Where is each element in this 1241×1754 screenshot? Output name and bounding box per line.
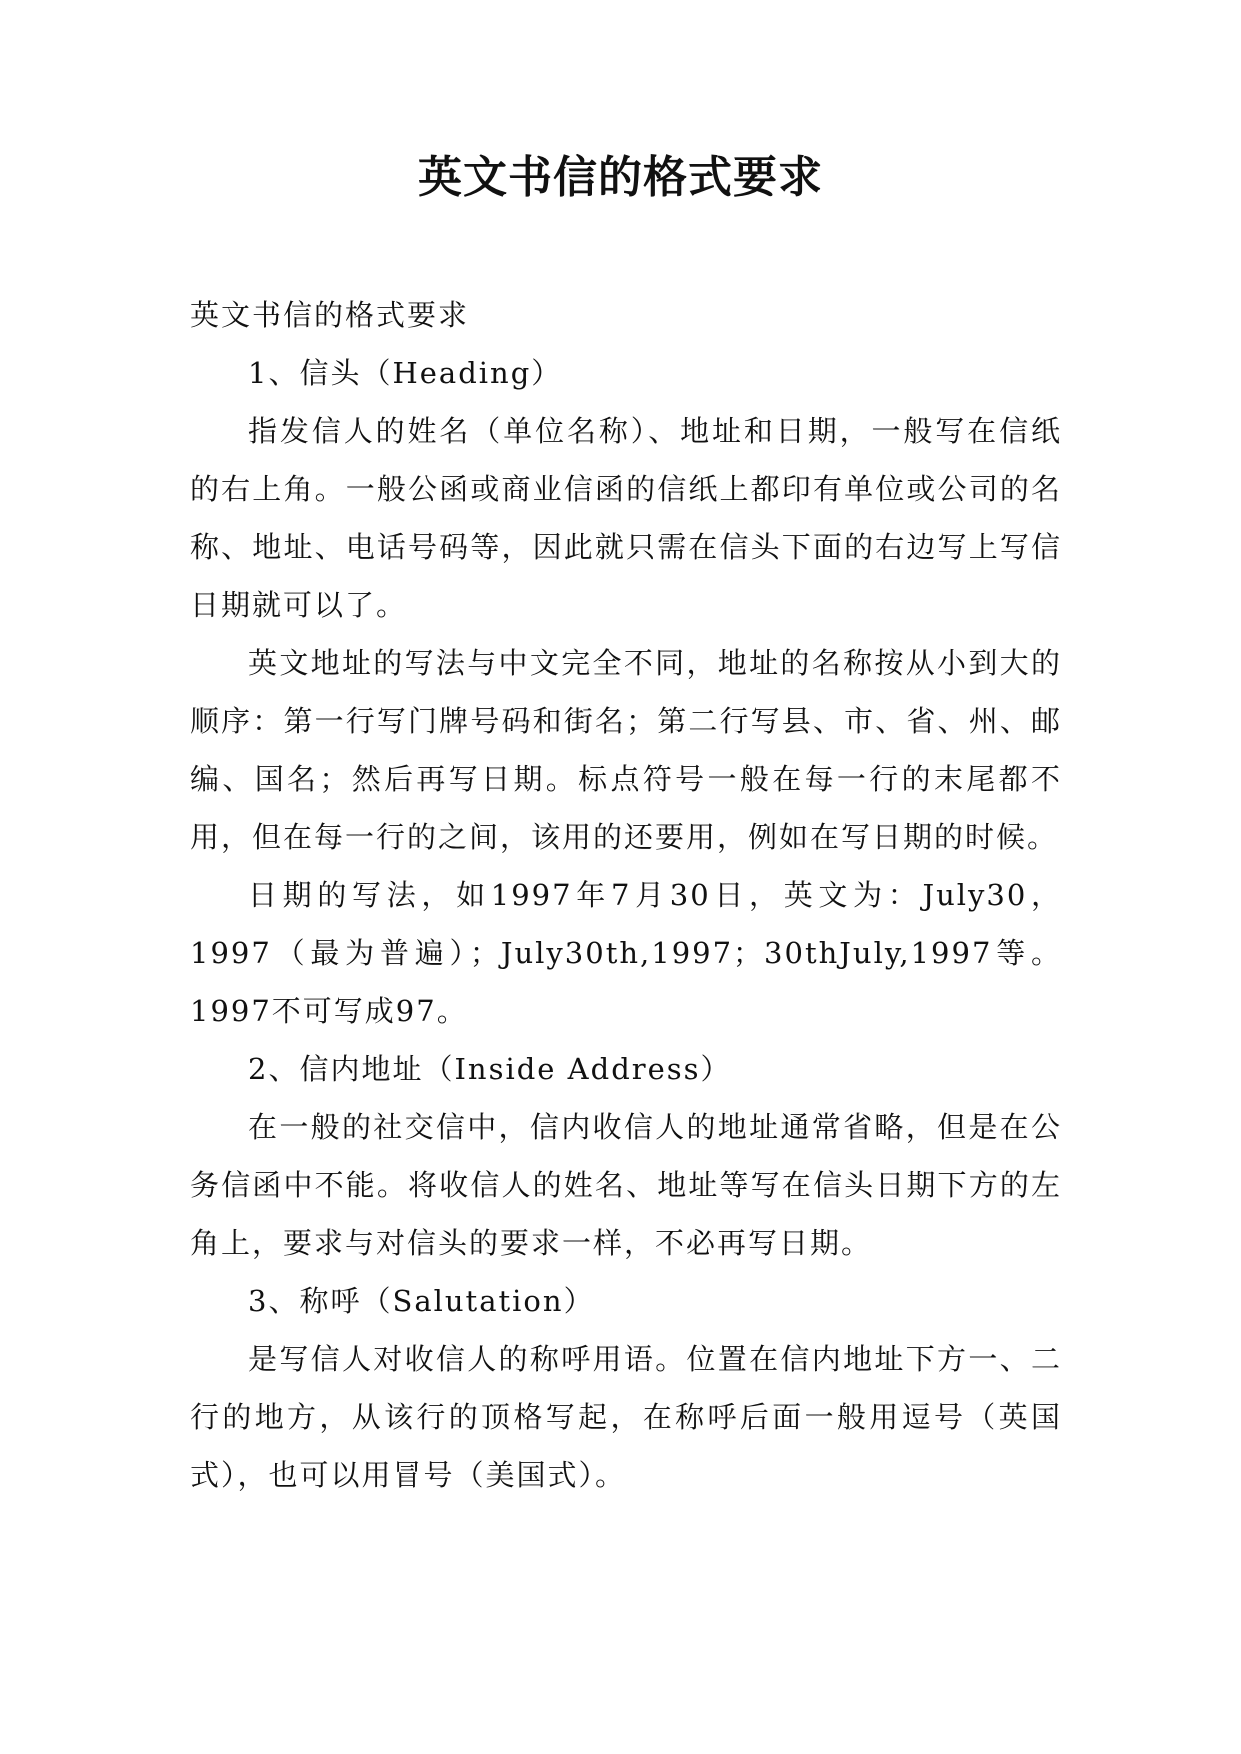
- body-paragraph: 英文地址的写法与中文完全不同，地址的名称按从小到大的顺序：第一行写门牌号码和街名；第二行写县、市、省、州、邮编、国名；然后再写日期。标点符号一般在每一行的末尾都不用，但在每一行的之间，该用的还要用，例如在写日期的时候。: [190, 646, 1062, 854]
- body-paragraph: 日期的写法，如1997年7月30日，英文为：July30，1997（最为普遍）；July30th,1997；30thJuly,1997等。1997不可写成97。: [190, 878, 1062, 1028]
- body-paragraph: 指发信人的姓名（单位名称）、地址和日期，一般写在信纸的右上角。一般公函或商业信函的信纸上都印有单位或公司的名称、地址、电话号码等，因此就只需在信头下面的右边写上写信日期就可以了。: [190, 414, 1062, 622]
- document-title: 英文书信的格式要求: [418, 152, 823, 203]
- body-paragraph: 在一般的社交信中，信内收信人的地址通常省略，但是在公务信函中不能。将收信人的姓名、地址等写在信头日期下方的左角上，要求与对信头的要求一样，不必再写日期。: [190, 1110, 1062, 1260]
- section-heading-salutation: 3、称呼（Salutation）: [248, 1284, 595, 1318]
- document-body: [190, 286, 1062, 1504]
- section-heading-inside-address: 2、信内地址（Inside Address）: [248, 1052, 732, 1086]
- section-heading-heading: 1、信头（Heading）: [248, 356, 563, 390]
- subtitle-paragraph: 英文书信的格式要求: [190, 298, 470, 332]
- body-paragraph: 是写信人对收信人的称呼用语。位置在信内地址下方一、二行的地方，从该行的顶格写起，在称呼后面一般用逗号（英国式），也可以用冒号（美国式）。: [190, 1342, 1062, 1492]
